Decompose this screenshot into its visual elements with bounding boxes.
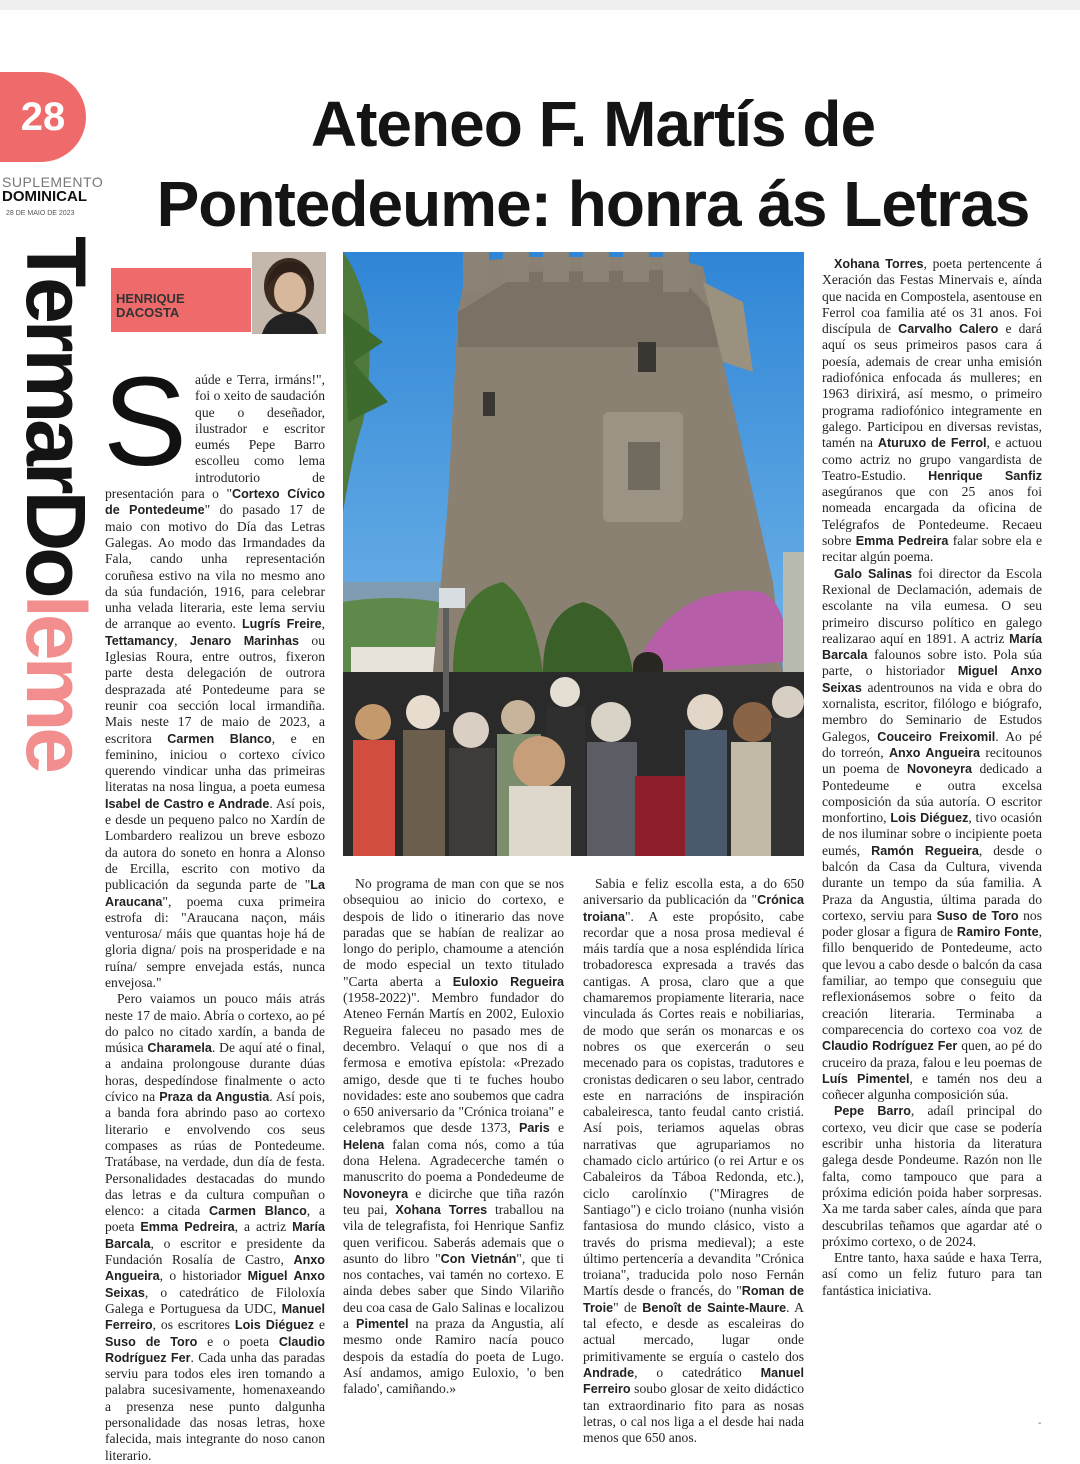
bold-name: La Araucana [105,878,325,909]
article-paragraph: Pero vaiamos un pouco máis atrás neste 17 de maio. Abría o cortexo, ao pé do palco no citado xardín, a banda de música Charamela. De aquí até o final, a andaina prolongouse durante dúas horas, despedíndose finalmente o acto cívico na Praza da Angustia. Así pois, a banda fora abrindo paso ao cortexo literario e envolvendo cos seus compases as rúas de Pontedeume. Tratábase, na verdade, dun día de festa. Personalidades destacadas do mundo das letras e da cultura compuñan o elenco: a citada Carmen Blanco, a poeta Emma Pedreira, a actriz María Barcala, o escritor e presidente da Fundación Rosalía de Castro, Anxo Angueira, o historiador Miguel Anxo Seixas, o catedrático de Filoloxía Galega e Portuguesa da UDC, Manuel Ferreiro, os escritores Lois Diéguez e Suso de Toro e o poeta Claudio Rodríguez Fer. Cada unha das paradas serviu para todos eles iren tomando a palabra sucesivamente, homenaxeando a presenza nese punto dalgunha personalidade das nosas letras, hoxe falecida, mais integrante do noso canon literario. [105,991,326,1463]
bold-name: Charamela [147,1041,212,1056]
bold-name: Paris [518,1121,550,1136]
bold-name: Ramón Regueira [871,843,979,858]
bold-name: Miguel Anxo Seixas [105,1269,325,1300]
page-number: 28 [20,94,66,139]
castle-tower-photo [343,252,804,856]
article-paragraph: Entre tanto, haxa saúde e haxa Terra, así como un feliz futuro para tan fantástica iniciativa. [822,1250,1042,1298]
bold-name: Couceiro Freixomil [877,729,996,744]
article-column-2 [343,876,564,1398]
supplement-label: SUPLEMENTO [2,174,104,190]
vertical-title-pink: leme [9,594,103,771]
bold-name: Emma Pedreira [140,1220,235,1235]
bold-name: Carvalho Calero [898,322,999,337]
headline-line-2: Pontedeume: honra ás Letras [156,168,1030,240]
bold-name: Ramiro Fonte [956,925,1039,940]
article-paragraph: Xohana Torres, poeta pertencente á Xeración das Festas Minervais e, aínda que nacida en Compostela, asentouse en Ferrol coa familia até os 31 anos. Foi discípula de Carvalho Calero e dará aquí os seus primeiros pasos cara á poesía, ademais de crear unha emisión radiofónica enfocada ás mulleres; en 1963 dirixirá, así mesmo, o primeiro programa radiofónico integramente en galego. Participou en diversas revistas, tamén na Aturuxo de Ferrol, e actuou como actriz no grupo vangardista de Teatro-Estudio. Henrique Sanfiz asegúranos que con 25 anos foi nomeada encargada da oficina de Telégrafos de Pontedeume. Recaeu sobre Emma Pedreira falar sobre ela e recitar algún poema. [822,256,1042,565]
bold-name: Luís Pimentel [822,1071,910,1086]
bold-name: Novoneyra [343,1186,409,1201]
bold-name: María Barcala [105,1220,325,1251]
bold-name: Xohana Torres [395,1202,488,1217]
bold-name: Isabel de Castro e Andrade [105,796,270,811]
bold-name: María Barcala [822,631,1042,663]
bold-name: Galo Salinas [834,566,913,581]
bold-name: Carmen Blanco [209,1204,307,1219]
bold-name: Con Vietnán [440,1251,517,1266]
author-photo [252,252,326,334]
article-paragraph: Sabia e feliz escolla esta, a do 650 aniversario da publicación da "Crónica troiana". A este propósito, cabe recordar que a nosa prosa medieval é máis tardía que a nosa espléndida lírica trobadoresca expresada a través das cantigas. A prosa, claro que a que chamaremos propiamente literaria, nace vinculada ás Cortes reais e nobiliarias, de modo que serán os monarcas e os nobres os que exercerán o seu mecenado para os copistas, tradutores e cronistas dedicaren o seu labor, centrado este en narracións de inspiración cabaleiresca, tanto feudal canto cristiá. Así pois, teriamos aquelas obras narrativas que agrupariamos no chamado ciclo artúrico (o rei Artur e os Cabaleiros da Táboa Redonda, etc.), ciclo carolínxio ("Miragres de Santiago") e ciclo troiano (nunha visión fantasiosa do mundo clásico, visto a través do prisma medieval); a este último pertencería a devandita "Crónica troiana", traducida polo noso Fernán Martís desde o francés, do "Roman de Troie" de Benoît de Sainte-Maure. A tal efecto, e desde as escaleiras do actual mercado, lugar onde primitivamente se erguía o castelo dos Andrade, o catedrático Manuel Ferreiro soubo glosar de xeito didáctico tan extraordinario fito para as nosas letras, o cal nos liga a el desde hai nada menos que 650 anos. [583,876,804,1446]
bold-name: Manuel Ferreiro [105,1301,325,1333]
bold-name: Lois Diéguez [234,1318,315,1333]
bold-name: Andrade [583,1365,635,1380]
bold-name: Anxo Angueira [888,745,981,760]
article-column-4 [822,256,1042,1299]
bold-name: Roman de Troie [583,1284,804,1315]
vertical-title-dark: TermarDo [9,236,103,595]
article-paragraph: Pepe Barro, adaíl principal do cortexo, veu dicir que case se podería escribir unha historia da literatura galega desde Pondeume. Razón non lle falta, como tampouco que para a próxima edición poida haber sorpresas. Xa me tarda saber cales, aínda que para descubrilas teñamos que agardar até o próximo cortexo, o de 2024. [822,1103,1042,1249]
bold-name: Anxo Angueira [105,1253,325,1284]
author-first-name: HENRIQUE [116,291,185,306]
bold-name: Pimentel [356,1317,409,1332]
bold-name: Cortexo Cívico de Pontedeume [105,487,325,518]
author-byline [111,268,251,332]
headline [108,84,1078,244]
bold-name: Tettamancy [105,633,175,648]
bold-name: Lugrís Freire [241,617,322,632]
bold-name: Lois Diéguez [890,811,969,826]
bold-name: Euloxio Regueira [452,974,565,989]
headline-line-1: Ateneo F. Martís de [310,88,876,160]
issue-date: 28 DE MAIO DE 2023 [6,210,75,217]
bold-name: Claudio Rodríguez Fer [822,1039,958,1054]
author-last-name: DACOSTA [116,305,180,320]
bold-name: Miguel Anxo Seixas [822,664,1042,695]
bold-name: Emma Pedreira [855,534,949,549]
bold-name: Henrique Sanfiz [928,468,1042,483]
bold-name: Benoît de Sainte-Maure [642,1300,787,1315]
bold-name: Xohana Torres [834,257,924,271]
bold-name: Crónica troiana [583,893,804,924]
bold-name: Claudio Rodríguez Fer [105,1334,325,1365]
page-number-badge [0,72,86,162]
article-column-1 [103,351,326,1464]
article-paragraph: aúde e Terra, irmáns!", foi o xeito de saudación que o deseñador, ilustrador e escritor eumés Pepe Barro escolleu como lema introdutorio de presentación para o "Cortexo Cívico de Pontedeume" do pasado 17 de maio con motivo do Día das Letras Galegas. Ao modo das Irmandades da Fala, cando unha representación coruñesa estivo na vila no mesmo ano da súa fundación, 1916, para celebrar unha velada literaria, este lema serviu de arranque ao evento. Lugrís Freire, Tettamancy, Jenaro Marinhas ou Iglesias Roura, entre outros, fixeron parte desta delegación de outrora desprazada até Pontedeume para se reunir coa sección local irmandiña. Mais neste 17 de maio de 2023, a escritora Carmen Blanco, e en feminino, iniciou o cortexo cívico querendo vindicar unha das primeiras literatas na nosa lingua, a poeta eumesa Isabel de Castro e Andrade. Así pois, e desde un pequeno palco no Xardín de Lombardero realizou un breve esbozo da autora do soneto en honra a Alonso de Ercilla, escrito con motivo da publicación da segunda parte de "La Araucana", poema cuxa primeira estrofa di: "Araucana naçon, máis venturosa/ máis que quantas hoje há de gloria digna/ pois na prosperidade e na ruína/ sempre envejada estás, nunca envejosa." [105,372,326,990]
bold-name: Jenaro Marinhas [189,633,299,648]
top-bar [0,0,1080,10]
section-name: DOMINICAL [2,188,87,205]
article-paragraph: No programa de man con que se nos obsequiou ao inicio do cortexo, e despois de lido o itinerario das nove paradas que se habían de realizar ao longo do periplo, chamoume a atención de modo especial un texto titulado "Carta aberta a Euloxio Regueira (1958-2022)". Membro fundador do Ateneo Fernán Martís en 2002, Euloxio Regueira faleceu no pasado mes de decembro. Velaquí o que nos di a fermosa e emotiva epístola: «Prezado amigo, desde que ti te fuches houbo novidades: este ano soubemos que cadra o 650 aniversario da "Crónica troiana" e celebramos que desde 1373, Paris e Helena falan coma nós, como a túa dona Helena. Agradecerche tamén o manuscrito do poema a Pondedeume de Novoneyra e dicirche que tiña razón teu pai, Xohana Torres traballou na vila de telegrafista, foi Henrique Sanfiz quen verificou. Saberás ademais que o asunto do libro "Con Vietnán", que ti nos contaches, vai tamén no cortexo. E ainda debes saber que Sindo Vilariño deu coa casa de Galo Salinas e localizou a Pimentel na praza da Angustia, alí mesmo onde Ramiro nacía pouco despois da estadía do poeta de Lugo. Así andamos, amigo Euloxio, 'o ben falado', camiñando.» [343,876,565,1397]
bold-name: Novoneyra [906,762,973,777]
bold-name: Helena [343,1137,385,1152]
drop-cap: S [103,351,188,492]
bold-name: Suso de Toro [936,908,1019,923]
bold-name: Aturuxo de Ferrol [877,436,987,451]
article-paragraph: Galo Salinas foi director da Escola Rexional de Declamación, ademais de escolante na vila eumesa. O seu primeiro discurso político en galego realizarao aquí en 1891. A actriz María Barcala falounos sobre isto. Pola súa parte, o historiador Miguel Anxo Seixas adentrounos na vida e obra do xornalista, escritor, filólogo e biógrafo, membro do Seminario de Estudos Galegos, Couceiro Freixomil. Ao pé do torreón, Anxo Angueira recitounos un poema de Novoneyra dedicado a Pontedeume e outra excelsa composición da súa autoría. O escritor monfortino, Lois Diéguez, tivo ocasión de nos iluminar sobre o incipiente poeta eumés, Ramón Regueira, desde o balcón da Casa da Cultura, vivenda durante un tempo da súa familia. A Praza da Angustia, última parada do cortexo, serviu para Suso de Toro nos poder glosar a figura de Ramiro Fonte, fillo benquerido de Pontedeume, acto que levou a cabo desde o balcón da casa familiar, ao tempo que conseguiu que reflexionásemos sobre o feito da creación literaria. Terminaba a comparecencia do cortexo coa voz de Claudio Rodríguez Fer quen, ao pé do cruceiro da praza, falou e leu poemas de Luís Pimentel, e tamén nos deu a coñecer algunha composición súa. [822,565,1043,1103]
bold-name: Suso de Toro [105,1334,198,1349]
bold-name: Manuel Ferreiro [583,1365,804,1397]
vertical-section-title [9,236,103,771]
article-column-3 [583,876,804,1446]
page-end-mark: - [1038,1418,1042,1429]
bold-name: Pepe Barro [834,1104,911,1119]
bold-name: Carmen Blanco [167,731,272,746]
bold-name: Praza da Angustia [159,1090,270,1105]
